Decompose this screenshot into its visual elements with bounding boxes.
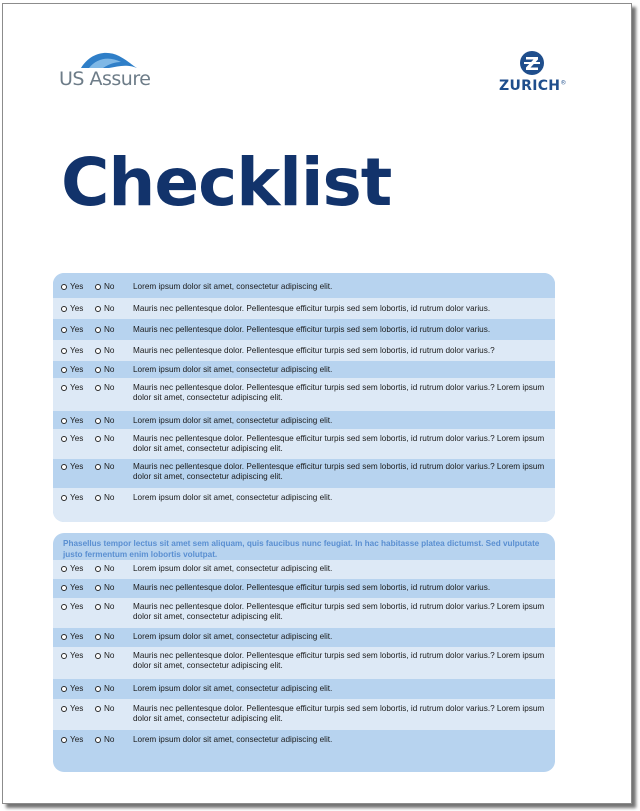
no-option[interactable]: [95, 416, 114, 426]
no-option[interactable]: [95, 325, 114, 335]
yes-label: Yes: [70, 365, 84, 374]
yes-option[interactable]: [61, 416, 83, 426]
yes-radio-icon[interactable]: [61, 737, 67, 743]
yes-label: Yes: [70, 304, 84, 313]
no-label: No: [104, 462, 115, 471]
checklist-row: [53, 319, 555, 340]
yes-radio-icon[interactable]: [61, 706, 67, 712]
checklist-row: [53, 411, 555, 429]
no-option[interactable]: [95, 602, 114, 612]
no-label: No: [104, 651, 115, 660]
yes-option[interactable]: [61, 651, 83, 661]
yes-radio-icon[interactable]: [61, 306, 67, 312]
no-option[interactable]: [95, 583, 114, 593]
no-label: No: [104, 325, 115, 334]
zurich-emblem-icon: [519, 50, 545, 76]
checklist-row: [53, 560, 555, 579]
no-radio-icon[interactable]: [95, 327, 101, 333]
checklist-row: [53, 598, 555, 628]
checklist-item-text: Lorem ipsum dolor sit amet, consectetur adipiscing elit.: [133, 416, 333, 425]
yes-radio-icon[interactable]: [61, 418, 67, 424]
yes-option[interactable]: [61, 602, 83, 612]
yes-radio-icon[interactable]: [61, 284, 67, 290]
no-label: No: [104, 735, 115, 744]
checklist-item-text: Lorem ipsum dolor sit amet, consectetur adipiscing elit.: [133, 564, 333, 573]
yes-radio-icon[interactable]: [61, 585, 67, 591]
yes-option[interactable]: [61, 365, 83, 375]
checklist-row: [53, 579, 555, 598]
yes-label: Yes: [70, 602, 84, 611]
no-radio-icon[interactable]: [95, 706, 101, 712]
checklist-section-1: [53, 273, 555, 522]
no-label: No: [104, 365, 115, 374]
no-radio-icon[interactable]: [95, 306, 101, 312]
no-radio-icon[interactable]: [95, 464, 101, 470]
yes-option[interactable]: [61, 462, 83, 472]
yes-label: Yes: [70, 346, 84, 355]
yes-radio-icon[interactable]: [61, 348, 67, 354]
checklist-row: [53, 273, 555, 298]
no-radio-icon[interactable]: [95, 367, 101, 373]
no-option[interactable]: [95, 365, 114, 375]
no-radio-icon[interactable]: [95, 737, 101, 743]
checklist-row: [53, 378, 555, 411]
yes-label: Yes: [70, 583, 84, 592]
no-option[interactable]: [95, 684, 114, 694]
checklist-row: [53, 340, 555, 361]
yes-option[interactable]: [61, 632, 83, 642]
zurich-logo-text: ZURICH®: [499, 78, 567, 94]
checklist-item-text: Lorem ipsum dolor sit amet, consectetur adipiscing elit.: [133, 493, 333, 502]
no-label: No: [104, 434, 115, 443]
yes-label: Yes: [70, 325, 84, 334]
no-option[interactable]: [95, 434, 114, 444]
yes-option[interactable]: [61, 304, 83, 314]
yes-label: Yes: [70, 493, 84, 502]
checklist-row: [53, 647, 555, 679]
no-label: No: [104, 684, 115, 693]
no-option[interactable]: [95, 346, 114, 356]
no-option[interactable]: [95, 383, 114, 393]
no-radio-icon[interactable]: [95, 585, 101, 591]
yes-radio-icon[interactable]: [61, 653, 67, 659]
yes-radio-icon[interactable]: [61, 566, 67, 572]
no-radio-icon[interactable]: [95, 436, 101, 442]
no-radio-icon[interactable]: [95, 653, 101, 659]
zurich-logo: [499, 50, 569, 98]
yes-label: Yes: [70, 434, 84, 443]
yes-radio-icon[interactable]: [61, 464, 67, 470]
checklist-row: [53, 459, 555, 488]
no-radio-icon[interactable]: [95, 284, 101, 290]
checklist-item-text: Mauris nec pellentesque dolor. Pellentesque efficitur turpis sed sem lobortis, id rutrum dolor varius.? Lorem ipsum dolor sit amet, consectetur adipiscing elit.: [133, 704, 545, 723]
yes-option[interactable]: [61, 346, 83, 356]
checklist-item-text: Mauris nec pellentesque dolor. Pellentesque efficitur turpis sed sem lobortis, id rutrum dolor varius.?: [133, 346, 495, 355]
yes-label: Yes: [70, 735, 84, 744]
yes-radio-icon[interactable]: [61, 436, 67, 442]
yes-radio-icon[interactable]: [61, 367, 67, 373]
no-label: No: [104, 632, 115, 641]
yes-option[interactable]: [61, 434, 83, 444]
no-radio-icon[interactable]: [95, 348, 101, 354]
no-label: No: [104, 383, 115, 392]
checklist-row: [53, 699, 555, 730]
no-option[interactable]: [95, 493, 114, 503]
no-label: No: [104, 346, 115, 355]
yes-radio-icon[interactable]: [61, 385, 67, 391]
checklist-item-text: Mauris nec pellentesque dolor. Pellentesque efficitur turpis sed sem lobortis, id rutrum dolor varius.? Lorem ipsum dolor sit amet, consectetur adipiscing elit.: [133, 651, 545, 670]
no-option[interactable]: [95, 651, 114, 661]
checklist-row: [53, 361, 555, 378]
no-option[interactable]: [95, 462, 114, 472]
yes-label: Yes: [70, 704, 84, 713]
document-page: [2, 3, 632, 804]
yes-label: Yes: [70, 684, 84, 693]
no-label: No: [104, 493, 115, 502]
checklist-row: [53, 628, 555, 647]
no-label: No: [104, 583, 115, 592]
yes-label: Yes: [70, 564, 84, 573]
no-radio-icon[interactable]: [95, 634, 101, 640]
no-radio-icon[interactable]: [95, 418, 101, 424]
checklist-row: [53, 730, 555, 762]
yes-option[interactable]: [61, 282, 83, 292]
no-label: No: [104, 602, 115, 611]
yes-option[interactable]: [61, 704, 83, 714]
yes-radio-icon[interactable]: [61, 495, 67, 501]
checklist-item-text: Mauris nec pellentesque dolor. Pellentesque efficitur turpis sed sem lobortis, id rutrum dolor varius.: [133, 583, 491, 592]
checklist-section-2: [53, 533, 555, 772]
checklist-item-text: Lorem ipsum dolor sit amet, consectetur adipiscing elit.: [133, 632, 333, 641]
yes-label: Yes: [70, 651, 84, 660]
no-radio-icon[interactable]: [95, 566, 101, 572]
no-option[interactable]: [95, 704, 114, 714]
no-radio-icon[interactable]: [95, 604, 101, 610]
checklist-item-text: Mauris nec pellentesque dolor. Pellentesque efficitur turpis sed sem lobortis, id rutrum dolor varius.? Lorem ipsum dolor sit amet, consectetur adipiscing elit.: [133, 462, 545, 481]
no-label: No: [104, 304, 115, 313]
checklist-item-text: Lorem ipsum dolor sit amet, consectetur adipiscing elit.: [133, 735, 333, 744]
no-label: No: [104, 704, 115, 713]
yes-option[interactable]: [61, 325, 83, 335]
page-title: Checklist: [61, 144, 392, 221]
yes-label: Yes: [70, 416, 84, 425]
checklist-item-text: Mauris nec pellentesque dolor. Pellentesque efficitur turpis sed sem lobortis, id rutrum dolor varius.? Lorem ipsum dolor sit amet, consectetur adipiscing elit.: [133, 383, 545, 402]
no-radio-icon[interactable]: [95, 495, 101, 501]
yes-radio-icon[interactable]: [61, 327, 67, 333]
us-assure-logo: [59, 50, 159, 94]
yes-label: Yes: [70, 282, 84, 291]
yes-option[interactable]: [61, 684, 83, 694]
no-option[interactable]: [95, 632, 114, 642]
yes-radio-icon[interactable]: [61, 634, 67, 640]
checklist-item-text: Lorem ipsum dolor sit amet, consectetur adipiscing elit.: [133, 684, 333, 693]
yes-label: Yes: [70, 462, 84, 471]
checklist-item-text: Lorem ipsum dolor sit amet, consectetur adipiscing elit.: [133, 365, 333, 374]
yes-label: Yes: [70, 383, 84, 392]
yes-option[interactable]: [61, 493, 83, 503]
no-label: No: [104, 416, 115, 425]
no-option[interactable]: [95, 304, 114, 314]
checklist-row: [53, 298, 555, 319]
checklist-item-text: Mauris nec pellentesque dolor. Pellentesque efficitur turpis sed sem lobortis, id rutrum dolor varius.: [133, 325, 491, 334]
no-radio-icon[interactable]: [95, 686, 101, 692]
checklist-row: [53, 679, 555, 699]
yes-radio-icon[interactable]: [61, 686, 67, 692]
checklist-row: [53, 429, 555, 459]
no-label: No: [104, 564, 115, 573]
checklist-item-text: Mauris nec pellentesque dolor. Pellentesque efficitur turpis sed sem lobortis, id rutrum dolor varius.: [133, 304, 491, 313]
yes-label: Yes: [70, 632, 84, 641]
us-assure-logo-text: US Assure: [59, 68, 151, 90]
no-option[interactable]: [95, 282, 114, 292]
yes-option[interactable]: [61, 583, 83, 593]
no-option[interactable]: [95, 735, 114, 745]
checklist-item-text: Mauris nec pellentesque dolor. Pellentesque efficitur turpis sed sem lobortis, id rutrum dolor varius.? Lorem ipsum dolor sit amet, consectetur adipiscing elit.: [133, 434, 545, 453]
yes-option[interactable]: [61, 735, 83, 745]
yes-option[interactable]: [61, 564, 83, 574]
no-label: No: [104, 282, 115, 291]
section-intro: Phasellus tempor lectus sit amet sem aliquam, quis faucibus nunc feugiat. In hac habitasse platea dictumst. Sed vulputate justo fermentum enim lobortis volutpat.: [63, 539, 540, 559]
checklist-item-text: Mauris nec pellentesque dolor. Pellentesque efficitur turpis sed sem lobortis, id rutrum dolor varius.? Lorem ipsum dolor sit amet, consectetur adipiscing elit.: [133, 602, 545, 621]
checklist-row: [53, 488, 555, 522]
yes-option[interactable]: [61, 383, 83, 393]
checklist-item-text: Lorem ipsum dolor sit amet, consectetur adipiscing elit.: [133, 282, 333, 291]
no-radio-icon[interactable]: [95, 385, 101, 391]
no-option[interactable]: [95, 564, 114, 574]
yes-radio-icon[interactable]: [61, 604, 67, 610]
